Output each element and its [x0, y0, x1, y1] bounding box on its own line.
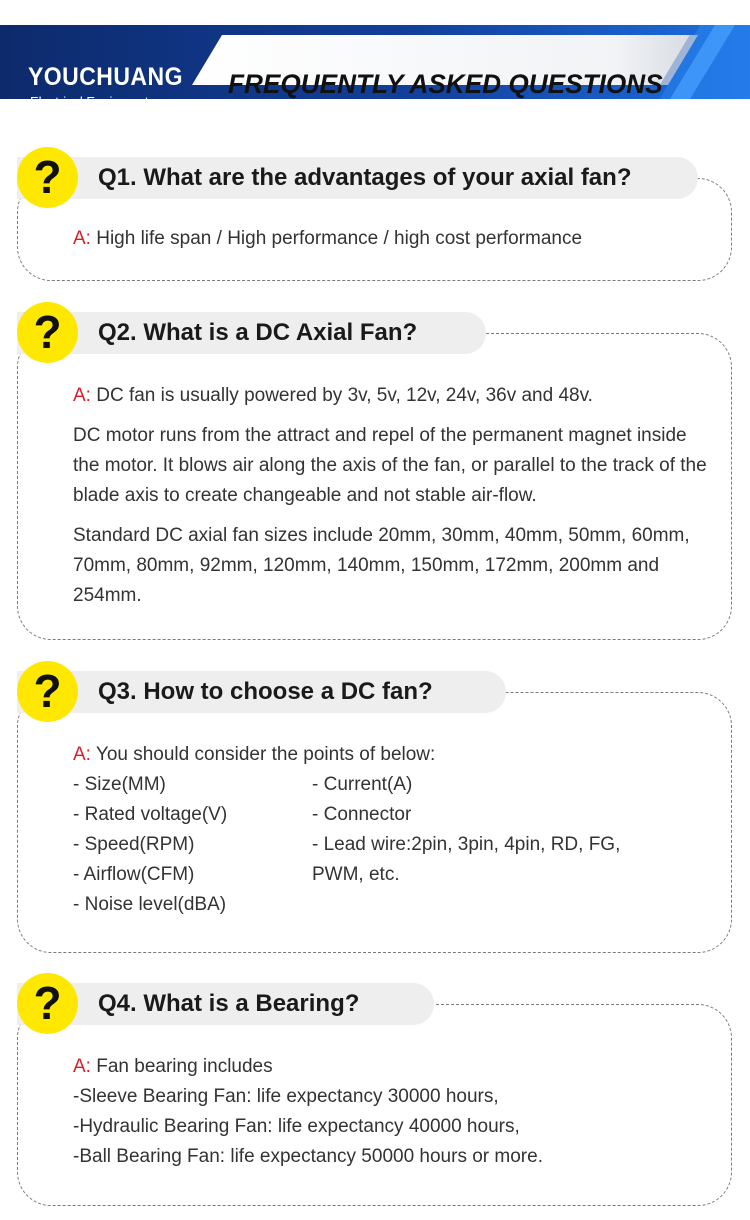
question-text: Q2. What is a DC Axial Fan? — [98, 319, 418, 346]
answer-label: A: — [73, 744, 91, 765]
answer-paragraph: Standard DC axial fan sizes include 20mm, 30mm, 40mm, 50mm, 60mm, 70mm, 80mm, 92mm, 120mm, 140mm, 150mm, 172mm, 200mm and 254mm. — [73, 525, 690, 606]
list-item: - Rated voltage(V) — [73, 804, 228, 825]
list-item: - Current(A) — [312, 774, 413, 795]
list-item: -Sleeve Bearing Fan: life expectancy 30000 hours, — [73, 1086, 499, 1107]
question-mark-icon: ? — [17, 147, 78, 208]
question-mark-icon: ? — [17, 661, 78, 722]
answer-text — [73, 224, 713, 254]
header-banner — [0, 25, 750, 109]
list-item: -Ball Bearing Fan: life expectancy 50000 hours or more. — [73, 1146, 543, 1167]
list-item: - Airflow(CFM) — [73, 864, 195, 885]
answer-body: DC fan is usually powered by 3v, 5v, 12v, 24v, 36v and 48v. — [90, 385, 593, 406]
answer-body: You should consider the points of below: — [90, 744, 436, 765]
question-mark-icon: ? — [17, 973, 78, 1034]
question-text: Q3. How to choose a DC fan? — [98, 678, 433, 705]
answer-label: A: — [73, 385, 91, 406]
question-text: Q1. What are the advantages of your axial fan? — [98, 164, 632, 191]
page-title: FREQUENTLY ASKED QUESTIONS — [228, 69, 663, 99]
list-item: - Connector — [312, 804, 412, 825]
answer-label: A: — [73, 1056, 91, 1077]
answer-text — [73, 1052, 713, 1172]
answer-body: Fan bearing includes — [90, 1056, 273, 1077]
list-item: - Lead wire:2pin, 3pin, 4pin, RD, FG, PWM, etc. — [312, 834, 621, 885]
considerations-list — [73, 770, 713, 920]
question-mark-icon: ? — [17, 302, 78, 363]
question-text: Q4. What is a Bearing? — [98, 990, 360, 1017]
brand-logo: YOUCHUANG — [28, 63, 183, 91]
list-item: -Hydraulic Bearing Fan: life expectancy 40000 hours, — [73, 1116, 520, 1137]
answer-paragraph: DC motor runs from the attract and repel of the permanent magnet inside the motor. It blows air along the axis of the fan, or parallel to the track of the blade axis to create changeable and not stable air-flow. — [73, 425, 707, 506]
list-item: - Noise level(dBA) — [73, 894, 227, 915]
list-item: - Speed(RPM) — [73, 834, 195, 855]
answer-text — [73, 740, 713, 920]
brand-subtitle: Electrical Equipment — [30, 94, 149, 109]
answer-body: High life span / High performance / high cost performance — [90, 228, 583, 249]
answer-label: A: — [73, 228, 91, 249]
answer-text — [73, 381, 713, 621]
list-item: - Size(MM) — [73, 774, 166, 795]
